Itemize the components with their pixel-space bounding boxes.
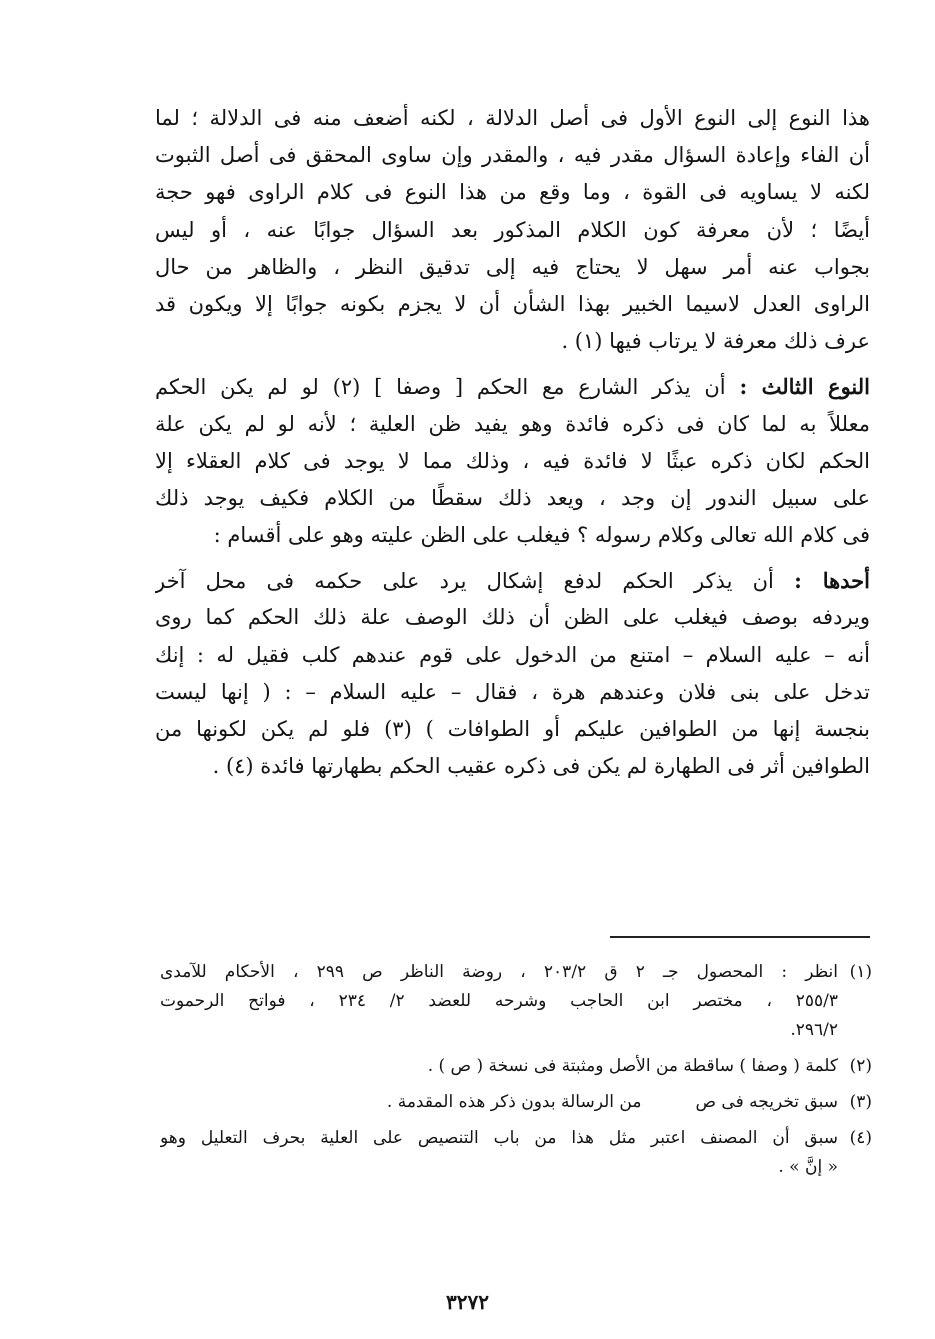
text-line: فى كلام الله تعالى وكلام رسوله ؟ فيغلب على الظن عليته وهو على أقسام : — [213, 523, 870, 548]
section-heading: أحدها : — [794, 568, 870, 594]
footnote-line: سبق أن المصنف اعتبر مثل هذا من باب التنصيص على العلية بحرف التعليل وهو — [160, 1128, 838, 1148]
footnote-line: انظر : المحصول جـ ٢ ق ٢٠٣/٢ ، روضة الناظر ص ٢٩٩ ، الأحكام للآمدى — [160, 962, 838, 982]
text-line: الطوافين أثر فى الطهارة لم يكن فى ذكره عقيب الحكم بطهارتها فائدة (٤) . — [212, 754, 870, 779]
text-line: ويردفه بوصف فيغلب على الظن أن ذلك الوصف علة ذلك الحكم كما روى — [155, 605, 870, 630]
section-heading: النوع الثالث : — [739, 374, 870, 400]
text-line: هذا النوع إلى النوع الأول فى أصل الدلالة ، لكنه أضعف منه فى الدلالة ؛ لما — [155, 106, 870, 130]
paragraph-1 — [155, 100, 870, 360]
text-run: أن يذكر الشارع مع الحكم [ وصفا ] (٢) لو لم يكن الحكم — [155, 375, 740, 400]
footnote-number: (٢) — [849, 1056, 872, 1076]
footnote-number: (١) — [849, 962, 872, 982]
footnote-line: كلمة ( وصفا ) ساقطة من الأصل ومثبتة فى نسخة ( ص ) . — [427, 1056, 838, 1076]
footnotes — [160, 958, 872, 1189]
footnote-line: سبق تخريجه فى ص من الرسالة بدون ذكر هذه المقدمة . — [386, 1092, 838, 1112]
paragraph-3 — [155, 562, 870, 785]
footnote-line: ٢٩٦/٢. — [790, 1020, 838, 1040]
footnote-3 — [160, 1088, 872, 1117]
footnote-2 — [160, 1052, 872, 1081]
text-line: أيضًا ؛ لأن معرفة كون الكلام المذكور بعد السؤال جوابًا عنه ، أو ليس — [155, 217, 870, 242]
footnote-number: (٤) — [849, 1128, 872, 1148]
text-line: لكنه لا يساويه فى القوة ، وما وقع من هذا النوع فى كلام الراوى فهو حجة — [155, 180, 870, 205]
text-line — [155, 368, 870, 405]
text-line: أنه – عليه السلام – امتنع من الدخول على قوم عندهم كلب فقيل له : إنك — [155, 642, 870, 667]
text-line: بجواب عنه أمر سهل لا يحتاج فيه إلى تدقيق النظر ، والظاهر من حال — [155, 254, 870, 279]
footnote-number: (٣) — [849, 1092, 872, 1112]
text-line: أن الفاء وإعادة السؤال مقدر فيه ، والمقدر وإن ساوى المحقق فى أصل الثبوت — [155, 143, 870, 168]
footnote-1 — [160, 958, 872, 1045]
text-line: الراوى العدل لاسيما الخبير بهذا الشأن أن لا يجزم بكونه جوابًا إلا ويكون قد — [155, 291, 870, 316]
footnote-4 — [160, 1124, 872, 1182]
text-line: على سبيل الندور إن وجد ، ويعد ذلك سقطًا من الكلام فكيف يوجد ذلك — [155, 485, 870, 510]
footnote-separator — [610, 936, 870, 938]
text-line — [155, 562, 870, 599]
text-line: الحكم لكان ذكره عبثًا لا فائدة فيه ، وذلك مما لا يوجد فى كلام العقلاء إلا — [155, 448, 870, 473]
text-run: أن يذكر الحكم لدفع إشكال يرد على حكمه فى محل آخر — [155, 569, 795, 594]
paragraph-2 — [155, 368, 870, 554]
main-text — [155, 100, 870, 785]
text-line: عرف ذلك معرفة لا يرتاب فيها (١) . — [561, 329, 870, 354]
footnote-line: « إنَّ » . — [778, 1157, 838, 1177]
text-line: معللاً به لما كان فى ذكره فائدة وهو يفيد ظن العلية ؛ لأنه لو لم يكن علة — [155, 411, 870, 436]
footnote-line: ٢٥٥/٣ ، مختصر ابن الحاجب وشرحه للعضد ٢/ ٢٣٤ ، فواتح الرحموت — [160, 991, 838, 1011]
text-line: بنجسة إنها من الطوافين عليكم أو الطوافات ) (٣) فلو لم يكن لكونها من — [155, 717, 870, 741]
page-number: ٣٢٧٢ — [446, 1290, 489, 1314]
text-line: تدخل على بنى فلان وعندهم هرة ، فقال – عليه السلام – : ( إنها ليست — [155, 679, 870, 704]
